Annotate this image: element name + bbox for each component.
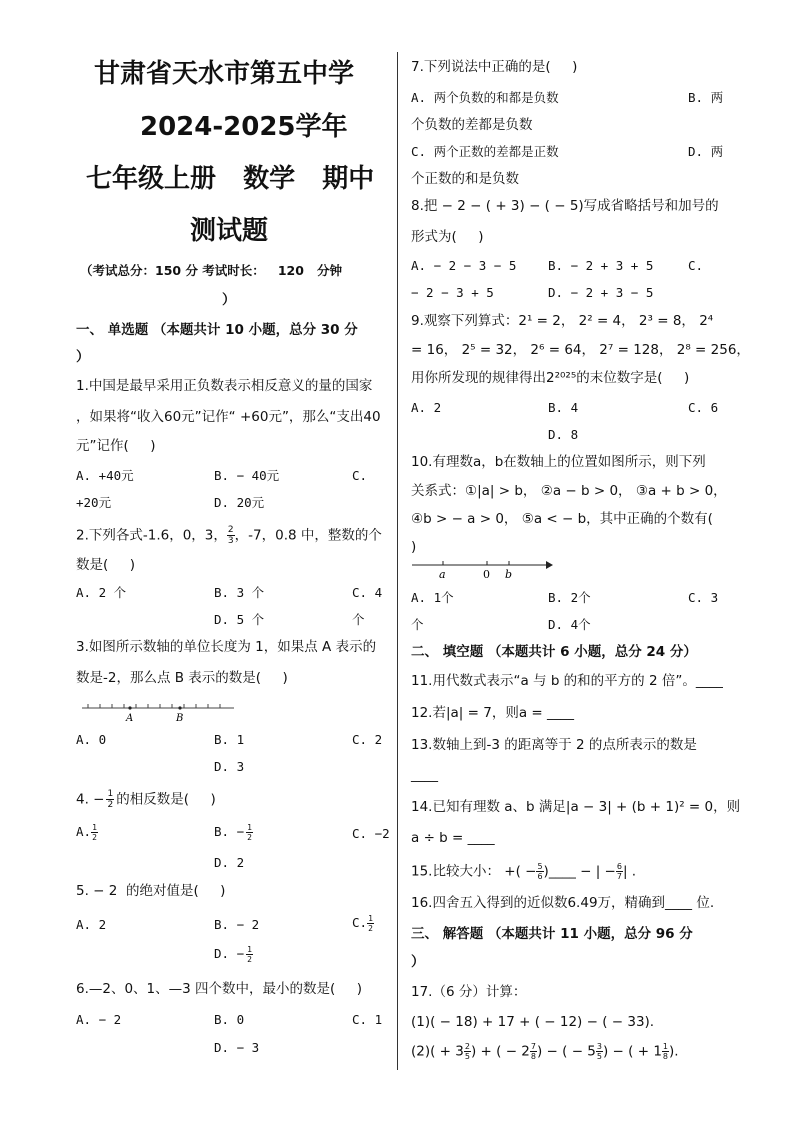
q3-option-d[interactable]: D. 3 — [214, 759, 245, 774]
q2-line-1 — [76, 525, 382, 546]
q8-option-a[interactable]: A. − 2 − 3 − 5 — [411, 258, 517, 273]
q15-text-post: | . — [622, 863, 637, 880]
q1-option-b[interactable]: B. − 40元 — [214, 468, 280, 483]
q1-option-c[interactable]: C. — [352, 468, 368, 483]
q12-line-1: 12.若|a| = 7，则a = ____ — [411, 705, 574, 721]
q9-line-2: = 16， 2⁵ = 32， 2⁶ = 64， 2⁷ = 128， 2⁸ = 256， — [411, 342, 750, 358]
q4-option-c[interactable]: C. −2 — [352, 826, 390, 841]
q15-text-mid: )____ − | − — [543, 863, 616, 880]
q10-point-b-label: b — [505, 568, 513, 581]
q13-line-1: 13.数轴上到-3 的距离等于 2 的点所表示的数是 — [411, 737, 697, 753]
q5-line-1: 5. − 2 的绝对值是( ) — [76, 883, 226, 899]
q10-option-b[interactable]: B. 2个 — [548, 590, 591, 605]
q15-fraction-2: $\frac{6}{7}$ — [616, 862, 622, 881]
q2-option-d[interactable]: D. 5 个 — [214, 612, 265, 627]
section3-heading: 三、 解答题 （本题共计 11 小题，总分 96 分 — [411, 926, 693, 942]
q9-line-1: 9.观察下列算式：2¹ = 2， 2² = 4， 2³ = 8， 2⁴ — [411, 313, 714, 329]
q1-option-c-value: +20元 — [76, 495, 112, 510]
title-line-1: 甘肃省天水市第五中学 — [94, 59, 355, 89]
q9-option-a[interactable]: A. 2 — [411, 400, 442, 415]
q2-option-c[interactable]: C. 4 — [352, 585, 383, 600]
q6-line-1: 6.—2、0、1、—3 四个数中，最小的数是( ) — [76, 981, 363, 997]
q2-text-b: ，-7，0.8 中，整数的个 — [234, 527, 382, 544]
q16-line-1: 16.四舍五入得到的近似数6.49万，精确到____ 位. — [411, 895, 715, 911]
q9-option-d[interactable]: D. 8 — [548, 427, 579, 442]
q10-point-a-label: a — [439, 568, 446, 581]
q1-line-2: ，如果将“收入60元”记作“ +60元”，那么“支出40 — [76, 409, 381, 425]
q14-line-2: a ÷ b = ____ — [411, 830, 495, 846]
q1-option-d[interactable]: D. 20元 — [214, 495, 265, 510]
q7-option-d[interactable]: D. 两 — [688, 144, 724, 159]
q10-option-c[interactable]: C. 3 — [688, 590, 719, 605]
q2-option-a[interactable]: A. 2 个 — [76, 585, 127, 600]
q1-line-1: 1.中国是最早采用正负数表示相反意义的量的国家 — [76, 378, 373, 394]
q10-number-line — [410, 556, 555, 582]
q7-line-1: 7.下列说法中正确的是( ) — [411, 59, 578, 75]
q8-line-1: 8.把 − 2 − ( + 3) − ( − 5)写成省略括号和加号的 — [411, 198, 719, 214]
q2-text-a: 2.下列各式-1.6，0，3， — [76, 527, 227, 544]
q3-option-c[interactable]: C. 2 — [352, 732, 383, 747]
q3-point-a-label: A — [126, 713, 134, 724]
section2-heading: 二、 填空题 （本题共计 6 小题，总分 24 分） — [411, 644, 697, 660]
q7-option-c[interactable]: C. 两个正数的差都是正数 — [411, 144, 559, 159]
q3-option-a[interactable]: A. 0 — [76, 732, 107, 747]
q4-text-pre: 4. − — [76, 791, 105, 808]
q9-option-c[interactable]: C. 6 — [688, 400, 719, 415]
q7-option-b[interactable]: B. 两 — [688, 90, 724, 105]
q4-line-1 — [76, 789, 216, 810]
q10-line-3: ④b > − a > 0， ⑤a < − b，其中正确的个数有( — [411, 511, 713, 527]
section1-heading-end: ） — [76, 349, 90, 365]
q9-option-b[interactable]: B. 4 — [548, 400, 579, 415]
q4-option-a[interactable]: A. $\frac{1}{2}$ — [76, 823, 97, 842]
q8-option-c[interactable]: C. — [688, 258, 704, 273]
q6-option-d[interactable]: D. − 3 — [214, 1040, 260, 1055]
q2-line-2: 数是( ) — [76, 557, 135, 573]
q9-line-3: 用你所发现的规律得出2²⁰²⁵的末位数字是( ) — [411, 370, 690, 386]
q15-text-pre: 15.比较大小： +( − — [411, 863, 537, 880]
q4-option-d[interactable]: D. 2 — [214, 855, 245, 870]
q6-option-c[interactable]: C. 1 — [352, 1012, 383, 1027]
column-divider — [397, 52, 398, 1070]
section3-heading-end: ） — [411, 954, 425, 970]
q5-option-d[interactable]: D. − $\frac{1}{2}$ — [214, 945, 252, 964]
q17-line-1: 17.（6 分）计算： — [411, 984, 527, 1000]
q8-option-b[interactable]: B. − 2 + 3 + 5 — [548, 258, 654, 273]
q7-option-a[interactable]: A. 两个负数的和都是负数 — [411, 90, 559, 105]
q3-point-b-label: B — [176, 713, 184, 724]
q6-option-a[interactable]: A. − 2 — [76, 1012, 122, 1027]
title-line-2: 2024-2025学年 — [140, 112, 348, 142]
q5-option-a[interactable]: A. 2 — [76, 917, 107, 932]
title-line-3: 七年级上册 数学 期中 — [86, 164, 375, 194]
q7-option-d-text: 个正数的和是负数 — [411, 171, 519, 187]
q15-fraction-1: $\frac{5}{6}$ — [537, 862, 543, 881]
q6-option-b[interactable]: B. 0 — [214, 1012, 245, 1027]
q8-option-d[interactable]: D. − 2 + 3 − 5 — [548, 285, 654, 300]
q3-number-line — [80, 700, 238, 726]
q10-line-2: 关系式：①|a| > b， ②a − b > 0， ③a + b > 0， — [411, 483, 727, 499]
q17-part-1: (1)( − 18) + 17 + ( − 12) − ( − 33). — [411, 1014, 655, 1030]
exam-info: （考试总分：150 分 考试时长： 120 分钟 — [80, 263, 343, 278]
q2-option-b[interactable]: B. 3 个 — [214, 585, 265, 600]
q7-option-b-text: 个负数的差都是负数 — [411, 117, 533, 133]
q2-option-c-unit: 个 — [352, 612, 365, 627]
q1-option-a[interactable]: A. +40元 — [76, 468, 134, 483]
q11-line-1: 11.用代数式表示“a 与 b 的和的平方的 2 倍”。____ — [411, 673, 723, 689]
q5-option-c[interactable]: C. $\frac{1}{2}$ — [352, 914, 373, 933]
q15-line-1 — [411, 862, 636, 881]
q10-origin-label: 0 — [483, 568, 490, 581]
q5-option-b[interactable]: B. − 2 — [214, 917, 260, 932]
q13-answer-blank[interactable]: ____ — [411, 767, 438, 783]
q14-line-1: 14.已知有理数 a、b 满足|a − 3| + (b + 1)² = 0，则 — [411, 799, 741, 815]
q4-option-b[interactable]: B. − $\frac{1}{2}$ — [214, 823, 252, 842]
q8-option-c-value: − 2 − 3 + 5 — [411, 285, 494, 300]
q17-part-2: (2)( + 3 $\frac{2}{5}$ ) + ( − 2 $\frac{7}{8}$ ) − ( − 5 $\frac{3}{5}$ ) − ( + 1 $\frac{1}{8}$ ). — [411, 1042, 679, 1061]
section1-heading: 一、 单选题 （本题共计 10 小题，总分 30 分 — [76, 322, 358, 338]
q10-line-1: 10.有理数a，b在数轴上的位置如图所示，则下列 — [411, 454, 706, 470]
q10-option-d[interactable]: D. 4个 — [548, 617, 591, 632]
q3-option-b[interactable]: B. 1 — [214, 732, 245, 747]
q8-line-2: 形式为( ) — [411, 229, 484, 245]
q4-text-post: 的相反数是( ) — [116, 791, 216, 808]
q1-line-3: 元”记作( ) — [76, 438, 156, 454]
q3-line-1: 3.如图所示数轴的单位长度为 1，如果点 A 表示的 — [76, 639, 377, 655]
q3-line-2: 数是-2，那么点 B 表示的数是( ) — [76, 670, 288, 686]
q10-line-4: ) — [411, 539, 417, 555]
q10-option-c-unit: 个 — [411, 617, 424, 632]
exam-info-end: ） — [222, 292, 236, 308]
q2-fraction: $\frac{2}{3}$ — [227, 525, 234, 546]
title-line-4: 测试题 — [190, 216, 269, 246]
q4-fraction: $\frac{1}{2}$ — [107, 789, 114, 810]
q10-option-a[interactable]: A. 1个 — [411, 590, 454, 605]
